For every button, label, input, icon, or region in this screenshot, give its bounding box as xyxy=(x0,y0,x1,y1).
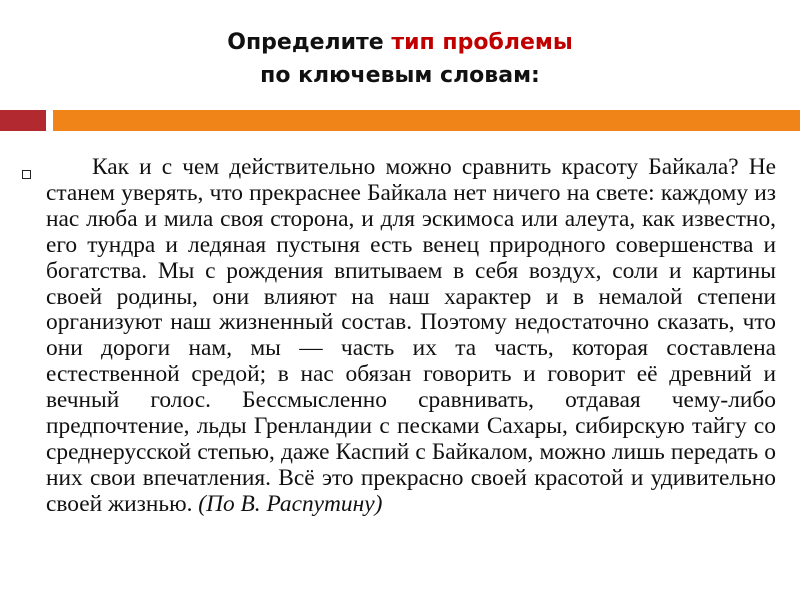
title-line-1 xyxy=(0,26,800,59)
slide-title xyxy=(0,26,800,92)
body-text: Как и с чем действительно можно сравнить красоту Байкала? Не станем уверять, что прекраснее Байкала нет ничего на свете: каждому из нас люба и мила своя сторона, и для эскимоса или алеута, как известно, его тундра и ледяная пустыня есть венец природного совершенства и богатства. Мы с рождения впитываем в себя воздух, соли и картины своей родины, они влияют на наш характер и в немалой степени организуют наш жизненный состав. Поэтому недостаточно сказать, что они дороги нам, мы — часть их та часть, которая составлена естественной средой; в нас обязан говорить и говорит её древний и вечный голос. Бессмысленно сравнивать, отдавая чему-либо предпочтение, льды Гренландии с песками Сахары, сибирскую тайгу со среднерусской степью, даже Каспий с Байкалом, можно лишь передать о них свои впечатления. Всё это прекрасно своей красотой и удивительно своей жизнью. xyxy=(46,154,776,517)
title-accent: тип проблемы xyxy=(391,30,573,55)
body-paragraph xyxy=(46,155,776,518)
square-bullet-icon xyxy=(22,170,31,179)
divider-bar-left xyxy=(0,110,46,131)
title-text: Определите xyxy=(227,30,392,55)
attribution: (По В. Распутину) xyxy=(198,490,383,517)
title-line-2: по ключевым словам: xyxy=(260,63,540,88)
divider-bar-right xyxy=(53,110,800,131)
